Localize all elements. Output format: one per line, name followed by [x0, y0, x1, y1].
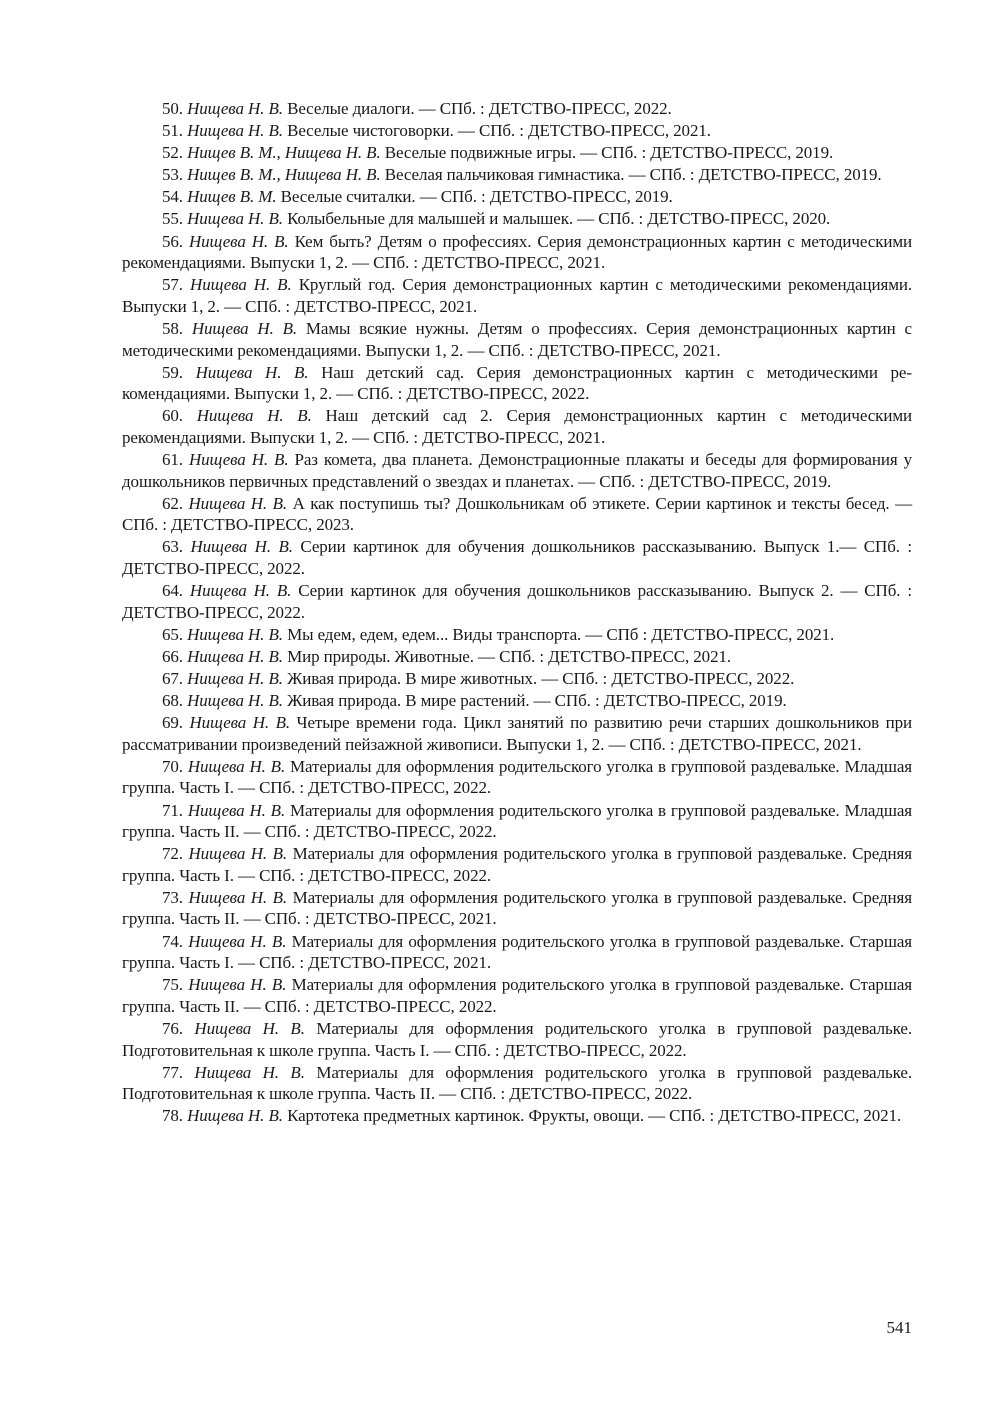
entry-number: 64. [162, 581, 183, 601]
entry-number: 57. [162, 275, 183, 295]
entry-number: 50. [162, 99, 183, 118]
entry-author: Нищева Н. В. [187, 209, 283, 229]
bibliography-entry [122, 624, 912, 646]
entry-number: 53. [162, 165, 183, 185]
entry-number: 59. [162, 362, 183, 382]
entry-author: Нищев В. М., Нищева Н. В. [187, 165, 381, 185]
entry-author: Нищева Н. В. [196, 406, 312, 426]
entry-number: 58. [162, 318, 183, 338]
bibliography-entry [122, 98, 912, 120]
bibliography-entry [122, 712, 912, 755]
entry-text: Раз комета, два планета. Демонстрационные плакаты и беседы для формирования у дошкольников первичных представлений о звездах и планетах. — СПб. : ДЕТСТВО-ПРЕСС, 2019. [122, 450, 913, 491]
entry-text: Материалы для оформления родительского уголка в групповой раздевальке. Старшая группа. Часть I. — СПб. : ДЕТСТВО-ПРЕСС, 2021. [122, 931, 912, 973]
entry-text: Материалы для оформления родительского уголка в групповой раздевальке. Средняя группа. Часть II. — СПб. : ДЕТСТВО-ПРЕСС, 2021. [122, 887, 912, 929]
entry-text: Живая природа. В мире животных. — СПб. : ДЕТСТВО-ПРЕСС, 2022. [287, 668, 795, 688]
entry-text: Колыбельные для малышей и малышек. — СПб. : ДЕТСТВО-ПРЕСС, 2020. [287, 209, 831, 229]
entry-author: Нищева Н. В. [188, 231, 289, 251]
entry-text: Веселая пальчиковая гимнастика. — СПб. : ДЕТСТВО-ПРЕСС, 2019. [384, 165, 882, 185]
entry-author: Нищева Н. В. [188, 450, 289, 469]
entry-author: Нищева Н. В. [190, 537, 293, 557]
entry-number: 55. [162, 209, 183, 229]
entry-text: Наш детский сад. Серия демонстрационных картин с методическими рекомендациями. Выпуски 1, 2. — СПб. : ДЕТСТВО-ПРЕСС, 2022. [122, 362, 913, 404]
page-number: 541 [886, 1318, 912, 1337]
entry-author: Нищева Н. В. [187, 99, 283, 118]
entry-text: Наш детский сад 2. Серия демонстрационных картин с методическими рекомендациями. Выпуски 1, 2. — СПб. : ДЕТСТВО-ПРЕСС, 2021. [122, 406, 912, 447]
entry-text: Материалы для оформления родительского уголка в групповой раздевальке. Подготовительная к школе группа. Часть II. — СПб. : ДЕТСТВО-ПРЕСС, 2022. [122, 1062, 912, 1104]
entry-author: Нищева Н. В. [194, 1018, 305, 1038]
bibliography-entry [122, 690, 912, 712]
entry-number: 65. [162, 624, 183, 644]
entry-text: Материалы для оформления родительского уголка в групповой раздевальке. Младшая группа. Часть II. — СПб. : ДЕТСТВО-ПРЕСС, 2022. [122, 800, 912, 842]
entry-author: Нищева Н. В. [187, 646, 283, 666]
bibliography-entry [122, 142, 912, 164]
entry-number: 62. [162, 493, 183, 513]
entry-author: Нищева Н. В. [187, 800, 286, 820]
bibliography-entry [122, 120, 912, 142]
entry-number: 76. [162, 1018, 183, 1038]
bibliography-entry [122, 405, 912, 448]
entry-number: 77. [162, 1062, 183, 1082]
bibliography-entry [122, 1105, 912, 1127]
entry-text: Веселые считалки. — СПб. : ДЕТСТВО-ПРЕСС, 2019. [280, 187, 673, 207]
entry-author: Нищева Н. В. [187, 668, 283, 688]
bibliography-entry [122, 646, 912, 668]
bibliography-entry [122, 186, 912, 208]
entry-number: 52. [162, 143, 183, 163]
entry-text: А как поступишь ты? Дошкольникам об этикете. Серии картинок и тексты бесед. — СПб. : ДЕТСТВО-ПРЕСС, 2023. [122, 493, 912, 535]
bibliography-entry [122, 843, 912, 886]
bibliography-entry [122, 1062, 912, 1105]
entry-author: Нищева Н. В. [187, 691, 283, 711]
entry-author: Нищева Н. В. [189, 581, 292, 601]
entry-number: 70. [162, 756, 183, 776]
bibliography-entry [122, 580, 912, 623]
entry-author: Нищева Н. В. [188, 844, 288, 864]
entry-number: 72. [162, 844, 183, 864]
entry-author: Нищева Н. В. [187, 624, 283, 644]
bibliography-entry [122, 493, 912, 536]
entry-author: Нищева Н. В. [188, 493, 288, 513]
entry-author: Нищева Н. В. [187, 121, 283, 141]
entry-number: 66. [162, 646, 183, 666]
entry-author: Нищева Н. В. [188, 931, 287, 951]
entry-author: Нищев В. М., Нищева Н. В. [187, 143, 381, 163]
entry-text: Круглый год. Серия демонстрационных картин с методическими рекомендациями. Выпуски 1, 2. — СПб. : ДЕТСТВО-ПРЕСС, 2021. [122, 275, 912, 316]
entry-author: Нищева Н. В. [191, 318, 298, 338]
entry-author: Нищева Н. В. [188, 887, 288, 907]
entry-text: Кем быть? Детям о профессиях. Серия демонстрационных картин с методическими рекомендациями. Выпуски 1, 2. — СПб. : ДЕТСТВО-ПРЕСС, 2021. [122, 231, 913, 273]
entry-number: 51. [162, 121, 183, 141]
bibliography-entry [122, 318, 912, 361]
entry-author: Нищева Н. В. [194, 1062, 305, 1082]
bibliography-entry [122, 756, 912, 799]
entry-text: Мы едем, едем, едем... Виды транспорта. — СПб : ДЕТСТВО-ПРЕСС, 2021. [287, 624, 835, 644]
entry-text: Четыре времени года. Цикл занятий по развитию речи старших дошкольников при рассматривании произведений пейзажной живописи. Выпуски 1, 2. — СПб. : ДЕТСТВО-ПРЕСС, 2021. [122, 713, 912, 754]
bibliography-entry [122, 1018, 912, 1061]
bibliography-entry [122, 274, 912, 317]
entry-text: Веселые подвижные игры. — СПб. : ДЕТСТВО-ПРЕСС, 2019. [384, 143, 834, 163]
entry-number: 56. [162, 231, 183, 251]
entry-author: Нищев В. М. [187, 187, 277, 207]
entry-number: 54. [162, 187, 183, 207]
entry-author: Нищева Н. В. [187, 756, 286, 776]
entry-author: Нищева Н. В. [190, 275, 292, 295]
entry-text: Мир природы. Животные. — СПб. : ДЕТСТВО-ПРЕСС, 2021. [287, 646, 732, 666]
entry-number: 75. [162, 975, 183, 995]
entry-text: Серии картинок для обучения дошкольников рассказыванию. Выпуск 2. — СПб. : ДЕТСТВО-ПРЕСС, 2022. [122, 581, 912, 622]
entry-number: 69. [162, 713, 183, 733]
bibliography-entry [122, 231, 912, 274]
entry-text: Живая природа. В мире растений. — СПб. : ДЕТСТВО-ПРЕСС, 2019. [287, 691, 787, 711]
bibliography-entry [122, 449, 912, 492]
bibliography-entry [122, 668, 912, 690]
entry-text: Материалы для оформления родительского уголка в групповой раздевальке. Младшая группа. Часть I. — СПб. : ДЕТСТВО-ПРЕСС, 2022. [122, 756, 912, 798]
entry-text: Веселые диалоги. — СПб. : ДЕТСТВО-ПРЕСС, 2022. [287, 99, 672, 118]
entry-text: Материалы для оформления родительского уголка в групповой раздевальке. Старшая группа. Часть II. — СПб. : ДЕТСТВО-ПРЕСС, 2022. [122, 975, 912, 1016]
entry-number: 67. [162, 668, 183, 688]
bibliography-entry [122, 208, 912, 230]
entry-text: Материалы для оформления родительского уголка в групповой раздевальке. Подготовительная к школе группа. Часть I. — СПб. : ДЕТСТВО-ПРЕСС, 2022. [122, 1018, 912, 1060]
entry-text: Картотека предметных картинок. Фрукты, овощи. — СПб. : ДЕТСТВО-ПРЕСС, 2021. [287, 1106, 902, 1126]
entry-number: 61. [162, 450, 183, 469]
bibliography-entry [122, 164, 912, 186]
entry-number: 60. [162, 406, 183, 426]
bibliography-entry [122, 974, 912, 1017]
entry-text: Веселые чистоговорки. — СПб. : ДЕТСТВО-ПРЕСС, 2021. [287, 121, 711, 141]
bibliography-entry [122, 931, 912, 974]
entry-author: Нищева Н. В. [188, 975, 287, 995]
entry-author: Нищева Н. В. [187, 1106, 283, 1126]
entry-number: 68. [162, 691, 183, 711]
bibliography-entry [122, 800, 912, 843]
entry-text: Мамы всякие нужны. Детям о профессиях. Серия демонстрационных картин с методическими рекомендациями. Выпуски 1, 2. — СПб. : ДЕТСТВО-ПРЕСС, 2021. [122, 318, 912, 360]
entry-number: 63. [162, 537, 183, 557]
entry-number: 78. [162, 1106, 183, 1126]
entry-author: Нищева Н. В. [189, 713, 290, 733]
bibliography-entry [122, 362, 912, 405]
entry-text: Серии картинок для обучения дошкольников рассказыванию. Выпуск 1.— СПб. : ДЕТСТВО-ПРЕСС, 2022. [122, 537, 913, 578]
bibliography-list [122, 98, 912, 1127]
entry-number: 71. [162, 800, 183, 820]
entry-number: 73. [162, 887, 183, 907]
entry-number: 74. [162, 931, 183, 951]
bibliography-entry [122, 887, 912, 930]
entry-author: Нищева Н. В. [195, 362, 309, 382]
entry-text: Материалы для оформления родительского уголка в групповой раздевальке. Средняя группа. Часть I. — СПб. : ДЕТСТВО-ПРЕСС, 2022. [122, 844, 912, 885]
bibliography-entry [122, 536, 912, 579]
